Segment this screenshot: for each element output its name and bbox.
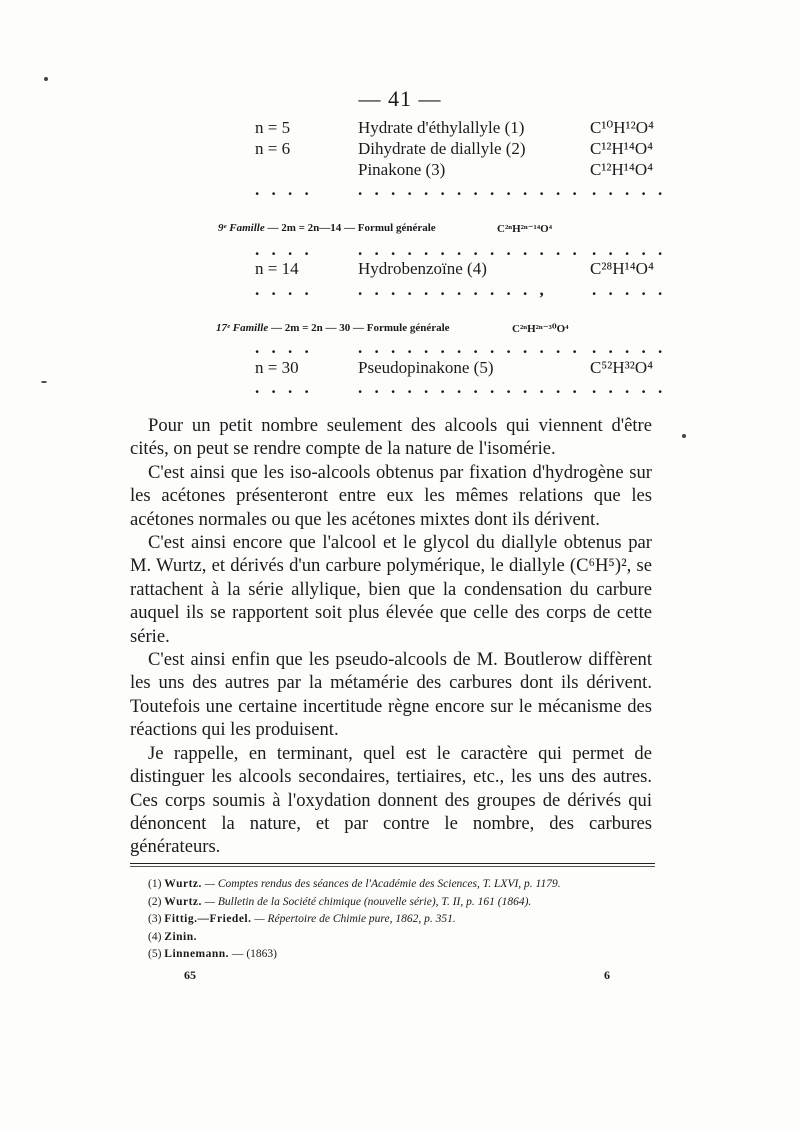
family-17-rule: — 2m = 2n — 30 — Formule générale: [270, 322, 450, 334]
family-9-rule: — 2m = 2n—14 — Formul générale: [267, 222, 436, 234]
signature-mark-left: 65: [184, 968, 196, 982]
footnote-author: Zinin.: [164, 930, 198, 943]
family-17-label: 17ᵉ Famille: [216, 322, 269, 334]
footnote-4: [148, 929, 561, 947]
table-row-compound: Hydrate d'éthylallyle (1): [358, 118, 525, 137]
footnote-5: [148, 946, 561, 964]
footnote-author: Linnemann.: [164, 948, 230, 960]
dotted-leader: . . . .: [255, 378, 313, 397]
dotted-leader: . . . .: [255, 240, 313, 259]
dotted-leader: . . . . .: [592, 180, 667, 199]
table-row-formula: C⁵²H³²O⁴: [590, 358, 654, 377]
dotted-leader: . . . .: [255, 280, 313, 299]
table-row-formula: C¹²H¹⁴O⁴: [590, 160, 654, 179]
dotted-leader: . . . . . . . . . . . . . .: [358, 240, 581, 259]
dotted-leader: . . . . . . . . . . . . . .: [358, 338, 581, 357]
paragraph: C'est ainsi encore que l'alcool et le glycol du diallyle obtenus par M. Wurtz, et dérivés d'un carbure polymérique, le diallyle (C⁶H⁵)², se rattachent à la série allylique, bien que la condensation du carbure auquel ils se rapportent soit plus élevée que celle des corps de cette série.: [130, 532, 652, 647]
footnote-author: Wurtz.: [164, 895, 202, 908]
footnote-text: — Bulletin de la Société chimique (nouvelle série), T. II, p. 161 (1864).: [204, 895, 532, 908]
footnote-number: (2): [148, 895, 162, 908]
family-9-label: 9ᵉ Famille: [218, 222, 265, 234]
paragraph: Pour un petit nombre seulement des alcools qui viennent d'être cités, on peut se rendre compte de la nature de l'isomérie.: [130, 415, 652, 460]
dotted-leader: . . . . .: [592, 378, 667, 397]
table-row-compound: Hydrobenzoïne (4): [358, 259, 487, 278]
table-row-n-label: n = 5: [255, 118, 291, 137]
dotted-leader: . . . . . . . . . . . . . .: [358, 378, 581, 397]
dotted-leader: . . . .: [255, 338, 313, 357]
paragraph: Je rappelle, en terminant, quel est le caractère qui permet de distinguer les alcools secondaires, tertiaires, etc., les uns des autres. Ces corps soumis à l'oxydation donnent des groupes de dérivés qui dénoncent la nature, et par contre le nombre, des carbures générateurs.: [130, 742, 652, 858]
dotted-leader: . . . .: [255, 180, 313, 199]
dotted-leader: . . . . .: [592, 280, 667, 299]
scan-speck: [682, 434, 686, 438]
family-9-formula: C²ⁿH²ⁿ⁻¹⁴O⁴: [497, 223, 552, 235]
footnote-2: [148, 894, 561, 912]
footnote-number: (3): [148, 913, 162, 925]
dotted-leader: . . . . .: [592, 240, 667, 259]
footnote-author: Wurtz.: [164, 878, 202, 890]
table-row-formula: C²⁸H¹⁴O⁴: [590, 259, 654, 278]
table-row-n-label: n = 6: [255, 139, 291, 158]
family-17-heading: [216, 322, 450, 334]
table-row-formula: C¹²H¹⁴O⁴: [590, 139, 654, 158]
footnotes: [148, 876, 561, 964]
footnote-text: — Comptes rendus des séances de l'Académie des Sciences, T. LXVI, p. 1179.: [204, 878, 561, 890]
footnote-1: [148, 876, 561, 894]
dotted-leader: . . . . . . . . . . . . . .: [358, 180, 581, 199]
body-text: [130, 414, 652, 859]
family-9-heading: [218, 222, 436, 234]
footnote-number: (5): [148, 948, 162, 960]
scan-speck: [44, 77, 48, 81]
table-row-compound: Dihydrate de diallyle (2): [358, 139, 526, 158]
footnote-text: — (1863): [231, 948, 277, 960]
table-row-n-label: n = 14: [255, 259, 299, 278]
table-row-n-label: n = 30: [255, 358, 299, 377]
page-number: — 41 —: [358, 86, 442, 111]
paragraph: C'est ainsi enfin que les pseudo-alcools de M. Boutlerow diffèrent les uns des autres par la métamérie des carbures dont ils dérivent. Toutefois une certaine incertitude règne encore sur le mécanisme des réactions qui les produisent.: [130, 649, 652, 741]
footnote-number: (1): [148, 878, 162, 890]
footnote-author: Fittig.—Friedel.: [164, 913, 252, 925]
dotted-leader: . . . . .: [592, 338, 667, 357]
footnote-rule: [130, 863, 655, 864]
table-row-compound: Pinakone (3): [358, 160, 446, 179]
table-row-formula: C¹⁰H¹²O⁴: [590, 118, 654, 137]
footnote-text: — Répertoire de Chimie pure, 1862, p. 351.: [254, 913, 456, 925]
signature-mark-right: 6: [604, 968, 610, 982]
family-17-formula: C²ⁿH²ⁿ⁻³⁰O⁴: [512, 323, 569, 335]
footnote-3: [148, 911, 561, 929]
footnote-rule-thin: [130, 866, 655, 867]
paragraph: C'est ainsi que les iso-alcools obtenus par fixation d'hydrogène sur les acétones présenteront entre eux les mêmes relations que les acétones normales ou que les acétones mixtes dont ils dérivent.: [130, 461, 652, 530]
footnote-number: (4): [148, 930, 162, 943]
dotted-leader: . . . . . . . . . . . ,: [358, 280, 548, 299]
table-row-compound: Pseudopinakone (5): [358, 358, 494, 377]
scan-speck: [41, 381, 47, 383]
